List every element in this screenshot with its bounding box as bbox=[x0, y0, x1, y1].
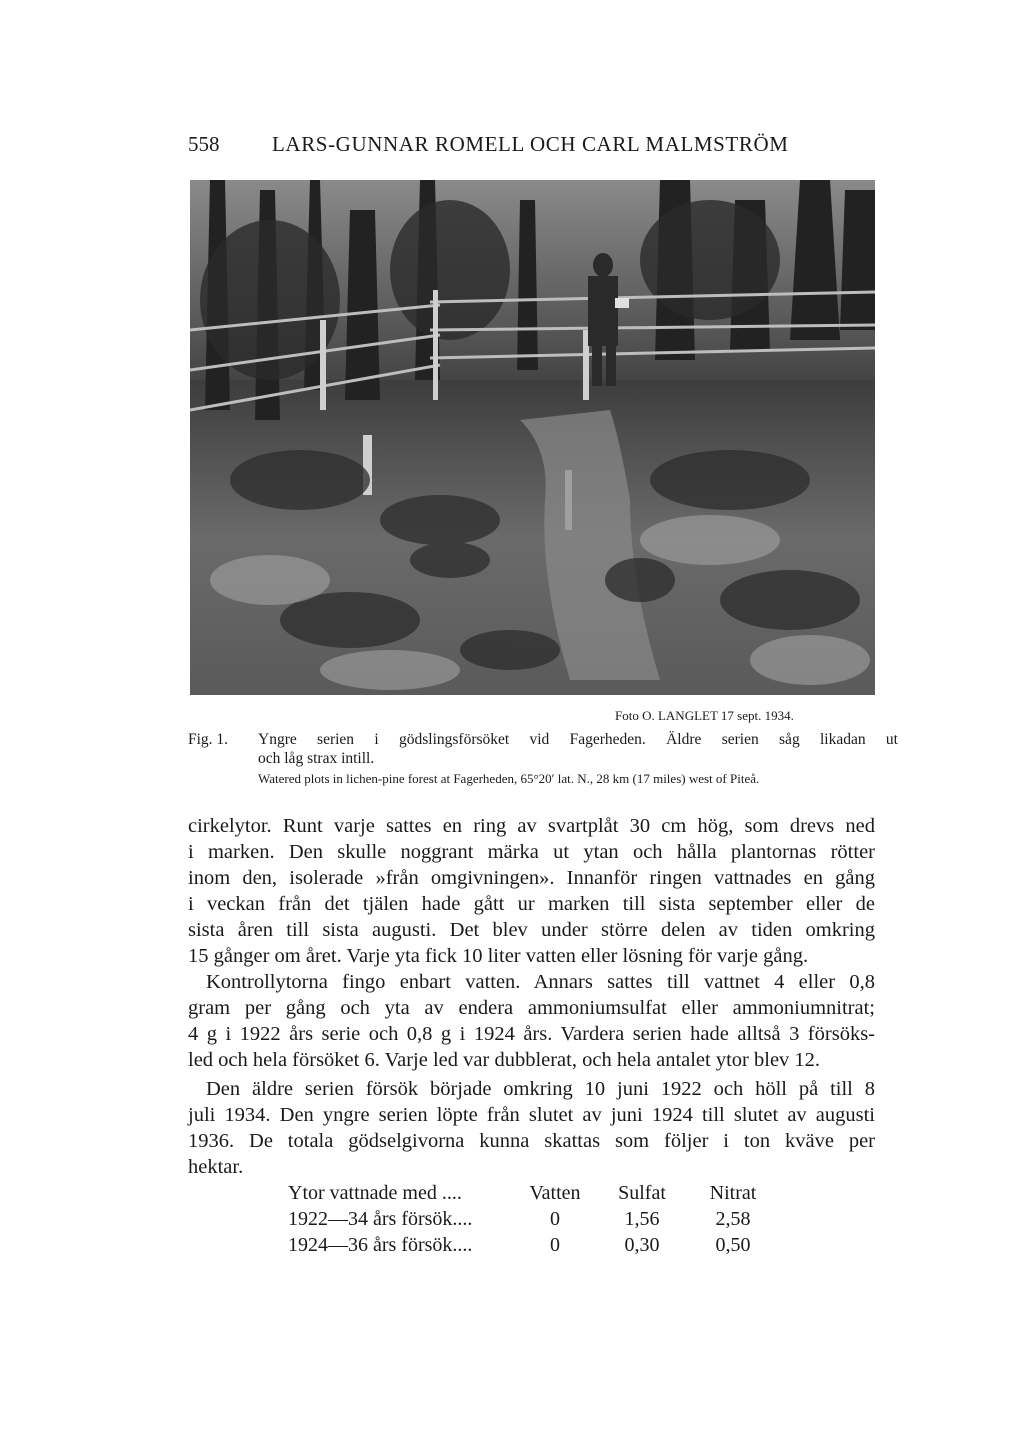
table-cell: 0 bbox=[550, 1207, 560, 1230]
body-text-line: Kontrollytorna fingo enbart vatten. Annars sattes till vattnet 4 eller 0,8 bbox=[206, 971, 875, 993]
table-row bbox=[288, 1232, 778, 1258]
table-header-cell: Sulfat bbox=[618, 1181, 666, 1204]
body-text-line: Den äldre serien försök började omkring 10 juni 1922 och höll på till 8 bbox=[206, 1078, 875, 1100]
table-cell: 1924—36 års försök.... bbox=[288, 1233, 473, 1256]
table-cell: 1922—34 års försök.... bbox=[288, 1207, 473, 1230]
body-text-line: 4 g i 1922 års serie och 0,8 g i 1924 års. Vardera serien hade alltså 3 försöks- bbox=[188, 1023, 875, 1045]
body-text-line: i veckan från det tjälen hade gått ur marken till sista september eller de bbox=[188, 893, 875, 915]
body-text-line: led och hela försöket 6. Varje led var dubblerat, och hela antalet ytor blev 12. bbox=[188, 1049, 821, 1071]
table-cell: 0,30 bbox=[624, 1233, 660, 1256]
body-text-line: inom den, isolerade »från omgivningen». Innanför ringen vattnades en gång bbox=[188, 867, 875, 889]
figure-caption-swedish-line-2: och låg strax intill. bbox=[258, 750, 375, 767]
body-text-line: cirkelytor. Runt varje sattes en ring av svartplåt 30 cm hög, som drevs ned bbox=[188, 815, 875, 837]
table-header-row bbox=[288, 1180, 778, 1206]
body-text-line: i marken. Den skulle noggrant märka ut ytan och hålla plantornas rötter bbox=[188, 841, 875, 863]
table-cell: 1,56 bbox=[624, 1207, 660, 1230]
table-cell: 2,58 bbox=[715, 1207, 751, 1230]
table-header-cell: Vatten bbox=[529, 1181, 581, 1204]
table-header-cell: Ytor vattnade med .... bbox=[288, 1181, 462, 1204]
running-head: LARS-GUNNAR ROMELL OCH CARL MALMSTRÖM bbox=[272, 132, 789, 156]
forest-plot-photograph bbox=[190, 180, 875, 695]
body-text-line: hektar. bbox=[188, 1156, 244, 1178]
body-text-line: 1936. De totala gödselgivorna kunna skattas som följer i ton kväve per bbox=[188, 1130, 875, 1152]
figure-caption-english: Watered plots in lichen-pine forest at Fagerheden, 65°20′ lat. N., 28 km (17 miles) west of Piteå. bbox=[258, 771, 760, 786]
body-text-line: 15 gånger om året. Varje yta fick 10 liter vatten eller lösning för varje gång. bbox=[188, 945, 809, 967]
table-header-cell: Nitrat bbox=[709, 1181, 757, 1204]
figure-label: Fig. 1. bbox=[188, 731, 229, 748]
body-text-line: juli 1934. Den yngre serien löpte från slutet av juni 1924 till slutet av augusti bbox=[188, 1104, 875, 1126]
body-text-line: gram per gång och yta av endera ammoniumsulfat eller ammoniumnitrat; bbox=[188, 997, 875, 1019]
photo-credit: Foto O. LANGLET 17 sept. 1934. bbox=[615, 708, 794, 723]
table-cell: 0,50 bbox=[715, 1233, 751, 1256]
figure-caption-swedish-line-1: Yngre serien i gödslingsförsöket vid Fagerheden. Äldre serien såg likadan ut bbox=[258, 731, 898, 748]
nitrogen-dose-table bbox=[288, 1180, 778, 1258]
table-row bbox=[288, 1206, 778, 1232]
body-text-line: sista åren till sista augusti. Det blev under större delen av tiden omkring bbox=[188, 919, 875, 941]
page-number: 558 bbox=[188, 132, 220, 156]
table-cell: 0 bbox=[550, 1233, 560, 1256]
